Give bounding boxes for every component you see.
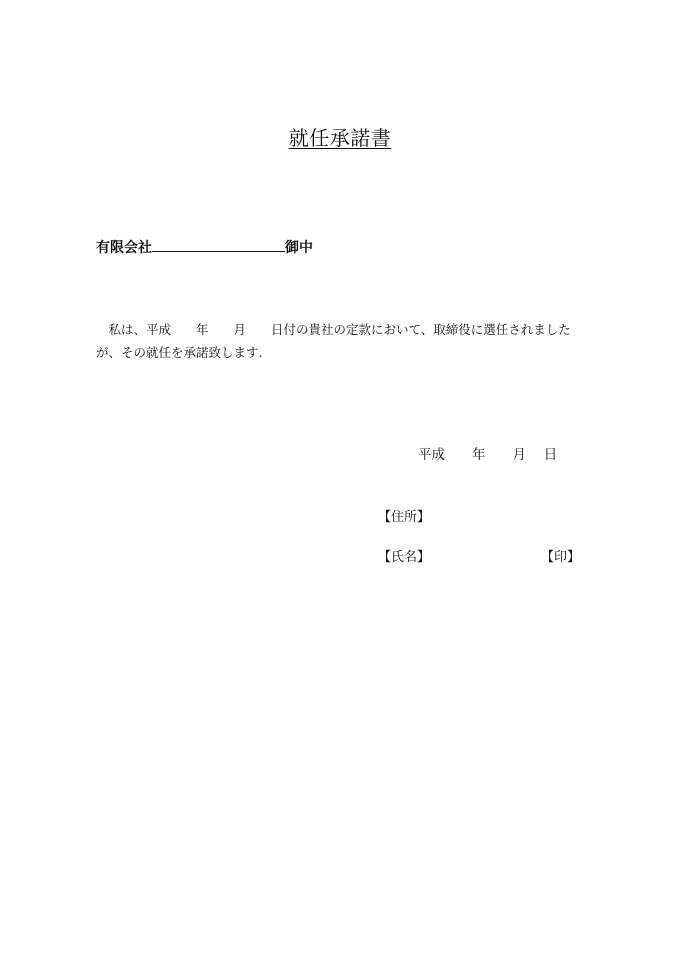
date-line: 平成 年 月 日: [418, 447, 558, 463]
honorific-suffix: 御中: [285, 240, 313, 256]
name-label: 【氏名】: [378, 550, 431, 565]
body-line-2: が、その就任を承諾致します.: [96, 345, 263, 360]
address-label: 【住所】: [378, 510, 431, 525]
addressee-line: [96, 237, 313, 257]
body-paragraph: [96, 318, 588, 364]
company-prefix: 有限会社: [96, 240, 152, 256]
seal-label: 【印】: [541, 550, 581, 565]
document-title: 就任承諾書: [288, 126, 392, 150]
company-name-blank: [152, 238, 285, 252]
body-line-1: 私は、平成 年 月 日付の貴社の定款において、取締役に選任されました: [96, 322, 571, 337]
